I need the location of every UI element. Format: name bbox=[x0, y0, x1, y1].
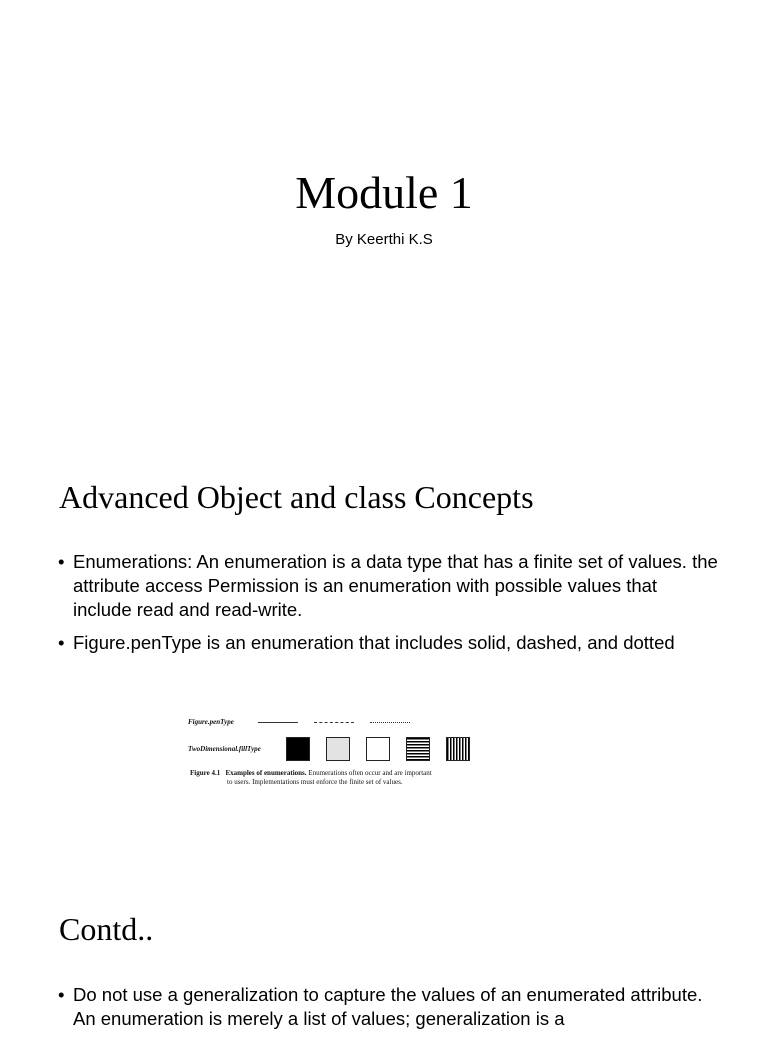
slide-heading: Contd.. bbox=[59, 911, 154, 947]
empty-fill-sample bbox=[366, 737, 390, 761]
horizontal-stripe-fill-sample bbox=[406, 737, 430, 761]
caption-text: Enumerations often occur and are important bbox=[308, 769, 432, 777]
solid-fill-sample bbox=[286, 737, 310, 761]
bullet-list bbox=[58, 550, 718, 664]
bullet-item: • Figure.penType is an enumeration that includes solid, dashed, and dotted bbox=[58, 631, 718, 655]
title-slide bbox=[0, 0, 768, 432]
slide-heading: Advanced Object and class Concepts bbox=[59, 479, 534, 515]
figure-caption bbox=[190, 769, 490, 787]
bullet-item: • Enumerations: An enumeration is a data type that has a finite set of values. the attribute access Permission is an enumeration with possible values that include read and read-write. bbox=[58, 550, 718, 622]
slide-title: Module 1 bbox=[295, 167, 473, 218]
content-slide-contd bbox=[0, 864, 768, 1029]
solid-line-sample bbox=[258, 722, 298, 723]
caption-number: Figure 4.1 bbox=[190, 769, 221, 777]
caption-lead: Examples of enumerations. bbox=[225, 769, 307, 777]
caption-text-line2: to users. Implementations must enforce the finite set of values. bbox=[227, 778, 403, 786]
vertical-stripe-fill-sample bbox=[446, 737, 470, 761]
dotted-line-sample bbox=[370, 722, 410, 723]
fill-type-label: TwoDimensional.fillType bbox=[188, 745, 261, 753]
enumeration-figure bbox=[188, 710, 488, 800]
bullet-item: • Do not use a generalization to capture the values of an enumerated attribute. An enumeration is merely a list of values; generalization is a bbox=[58, 983, 718, 1031]
pen-type-label: Figure.penType bbox=[188, 718, 234, 726]
slide-subtitle: By Keerthi K.S bbox=[335, 231, 433, 248]
gray-fill-sample bbox=[326, 737, 350, 761]
dashed-line-sample bbox=[314, 722, 354, 723]
bullet-list bbox=[58, 983, 718, 1040]
content-slide-enumerations bbox=[0, 432, 768, 864]
